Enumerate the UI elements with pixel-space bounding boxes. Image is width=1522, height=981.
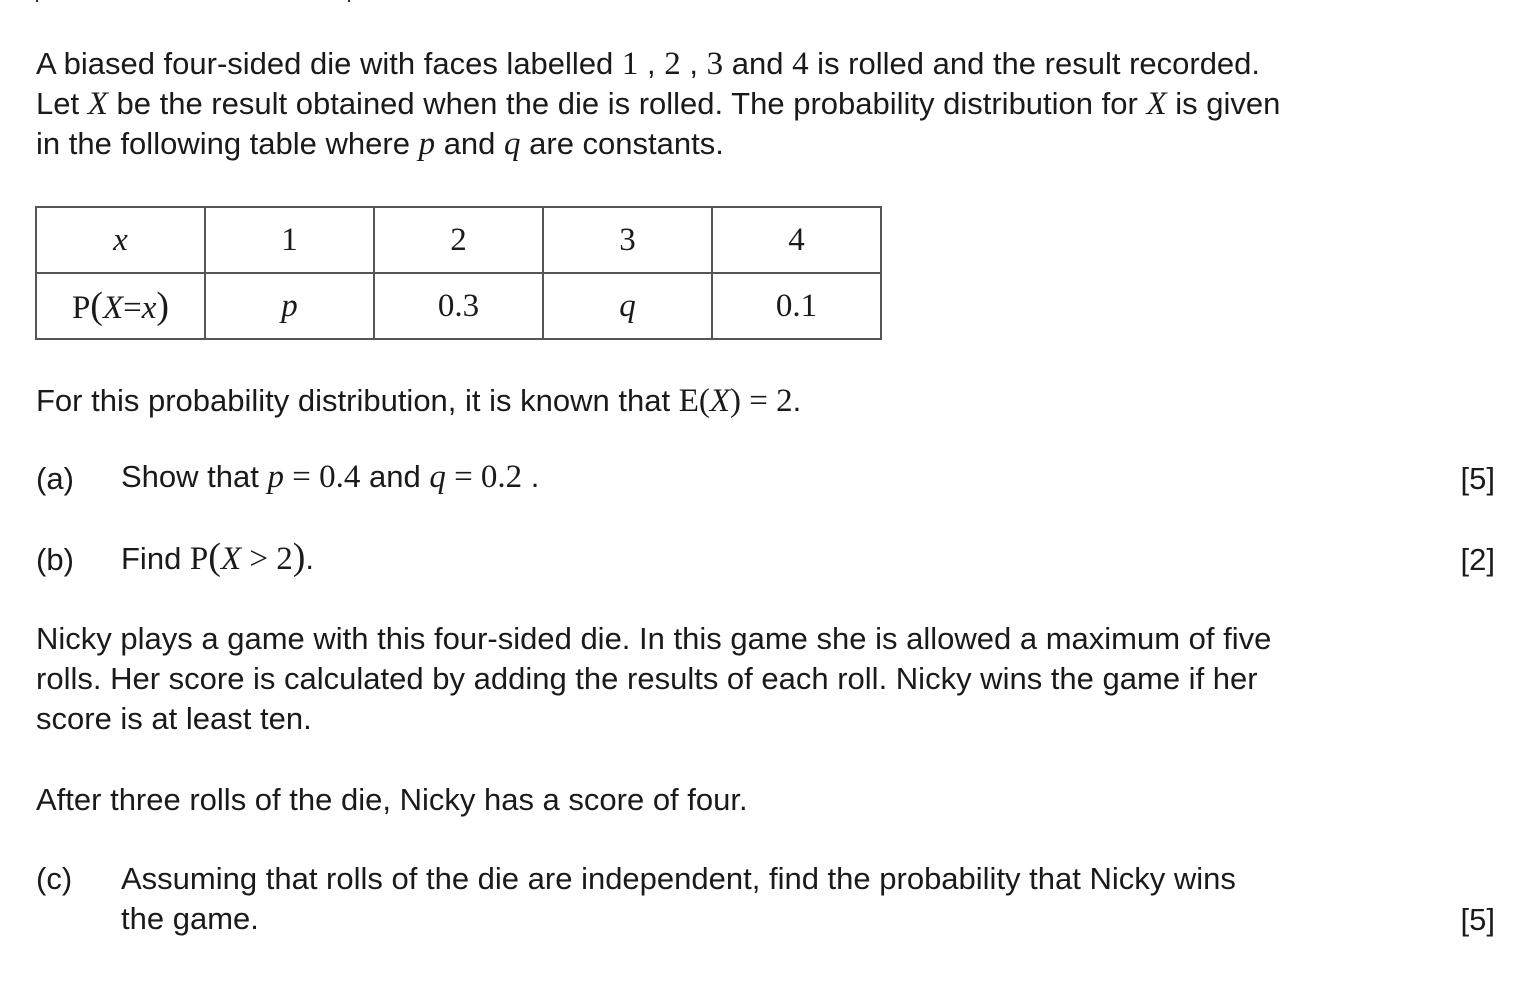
part-a-question: Show that p = 0.4 and q = 0.2 . xyxy=(121,459,540,495)
part-b-label: (b) xyxy=(36,542,74,577)
game-description: Nicky plays a game with this four-sided die. In this game she is allowed a maximum of five rolls. Her score is calculated by adding the results of each roll. Nicky wins the game if her score is at least ten. xyxy=(36,621,1272,736)
intro-text: is rolled and the result recorded. xyxy=(808,46,1261,81)
face-2: 2 xyxy=(664,46,681,82)
table-row xyxy=(36,207,881,273)
and-word: and xyxy=(435,126,505,161)
table-cell: x xyxy=(36,207,205,273)
table-cell: p xyxy=(205,273,374,339)
intro-text: is given xyxy=(1166,86,1281,121)
table-cell: q xyxy=(543,273,712,339)
intro-text: are constants. xyxy=(520,126,724,161)
part-c-label: (c) xyxy=(36,861,73,896)
intro-text: be the result obtained when the die is rolled. The probability distribution for xyxy=(107,86,1147,121)
part-a-label: (a) xyxy=(36,461,74,496)
table-cell: 4 xyxy=(712,207,881,273)
intro-text: Let xyxy=(36,86,88,121)
part-c-marks: [5] xyxy=(1460,902,1495,937)
intro-text: in the following table where xyxy=(36,126,419,161)
table-cell: 0.1 xyxy=(712,273,881,339)
comma: , xyxy=(680,46,707,81)
table-cell: 1 xyxy=(205,207,374,273)
table-cell: 0.3 xyxy=(374,273,543,339)
previous-question-border xyxy=(36,0,350,2)
part-a-marks: [5] xyxy=(1460,461,1495,496)
variable-X: X xyxy=(1146,86,1167,122)
variable-q: q xyxy=(504,126,521,162)
face-1: 1 xyxy=(621,46,639,82)
part-b-question: Find P(X > 2). xyxy=(121,536,315,578)
intro-paragraph xyxy=(36,44,1280,164)
probability-distribution-table xyxy=(35,206,882,340)
comma: , xyxy=(638,46,665,81)
part-b-marks: [2] xyxy=(1460,542,1495,577)
table-row xyxy=(36,273,881,339)
expectation-statement: For this probability distribution, it is known that E(X) = 2. xyxy=(36,383,802,419)
table-cell: 2 xyxy=(374,207,543,273)
face-3: 3 xyxy=(706,46,724,82)
table-cell: P(X=x) xyxy=(36,273,205,339)
variable-p: p xyxy=(418,126,436,162)
face-4: 4 xyxy=(792,46,809,82)
table-cell: 3 xyxy=(543,207,712,273)
variable-X: X xyxy=(87,86,108,122)
after-rolls-statement: After three rolls of the die, Nicky has a score of four. xyxy=(36,782,748,817)
part-c-question: Assuming that rolls of the die are independent, find the probability that Nicky wins the game. xyxy=(121,861,1236,936)
intro-text: A biased four-sided die with faces labelled xyxy=(36,46,622,81)
and-word: and xyxy=(723,46,793,81)
